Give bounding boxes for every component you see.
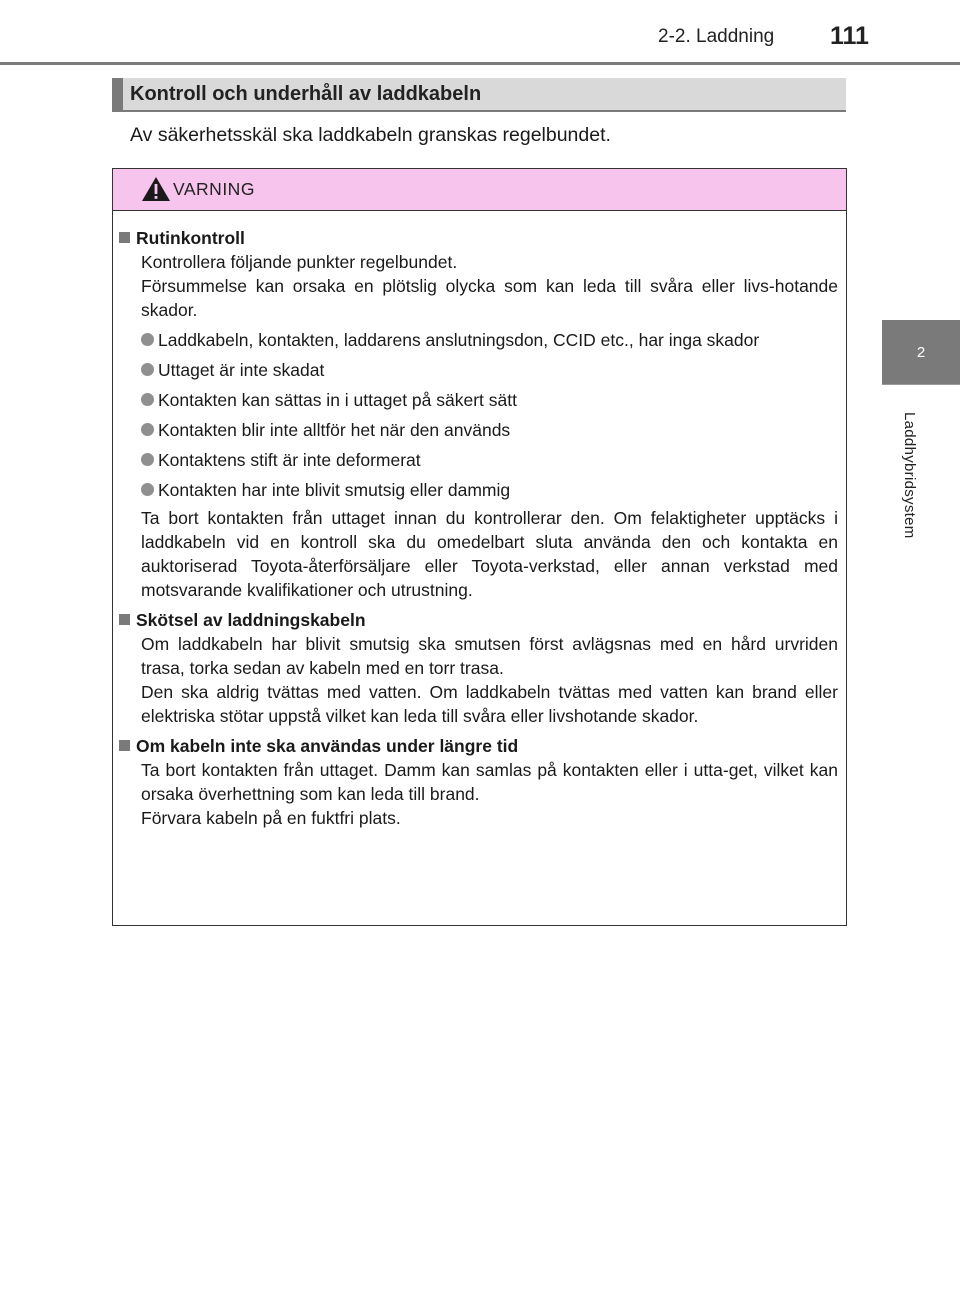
list-item-text: Kontakten kan sättas in i uttaget på säkert sätt	[158, 390, 517, 410]
section-heading	[112, 78, 846, 112]
circle-bullet-icon	[141, 333, 154, 346]
header-rule	[0, 62, 960, 65]
paragraph: Ta bort kontakten från uttaget. Damm kan samlas på kontakten eller i utta-get, vilket kan orsaka överhettning som kan leda till brand.	[141, 760, 838, 804]
side-tab-divider	[882, 384, 960, 385]
section-heading-title: Kontroll och underhåll av laddkabeln	[130, 83, 482, 105]
list-item	[141, 388, 838, 412]
list-item	[141, 418, 838, 442]
subsection-title: Skötsel av laddningskabeln	[136, 610, 366, 630]
warning-body	[113, 211, 846, 830]
paragraph: Kontrollera följande punkter regelbundet.	[141, 252, 458, 272]
side-tab-label: Laddhybridsystem	[901, 412, 918, 539]
circle-bullet-icon	[141, 483, 154, 496]
subsection-heading	[119, 608, 838, 632]
list-item-text: Uttaget är inte skadat	[158, 360, 325, 380]
paragraph: Om laddkabeln har blivit smutsig ska smutsen först avlägsnas med en hård urvriden trasa, torka sedan av kabeln med en torr trasa.	[141, 634, 838, 678]
list-item-text: Kontakten har inte blivit smutsig eller dammig	[158, 480, 511, 500]
square-bullet-icon	[119, 740, 130, 751]
subsection-title: Om kabeln inte ska användas under längre tid	[136, 736, 519, 756]
warning-triangle-icon	[141, 176, 171, 202]
list-item-text: Kontakten blir inte alltför het när den används	[158, 420, 511, 440]
list-item	[141, 358, 838, 382]
circle-bullet-icon	[141, 423, 154, 436]
square-bullet-icon	[119, 614, 130, 625]
list-item	[141, 448, 838, 472]
subsection-heading	[119, 734, 838, 758]
list-item-text: Laddkabeln, kontakten, laddarens anslutningsdon, CCID etc., har inga skador	[158, 330, 760, 350]
side-tab-number: 2	[882, 320, 960, 384]
header-section-title: 2-2. Laddning	[658, 26, 775, 47]
circle-bullet-icon	[141, 453, 154, 466]
paragraph: Förvara kabeln på en fuktfri plats.	[141, 808, 401, 828]
paragraph: Försummelse kan orsaka en plötslig olycka som kan leda till svåra eller livs-hotande skador.	[141, 276, 838, 320]
subsection-title: Rutinkontroll	[136, 228, 245, 248]
list-item	[141, 328, 838, 352]
list-item	[141, 478, 838, 502]
circle-bullet-icon	[141, 393, 154, 406]
paragraph: Den ska aldrig tvättas med vatten. Om laddkabeln tvättas med vatten kan brand eller elektriska stötar uppstå vilket kan leda till svåra eller livshotande skador.	[141, 682, 838, 726]
section-intro: Av säkerhetsskäl ska laddkabeln granskas regelbundet.	[130, 124, 611, 146]
square-bullet-icon	[119, 232, 130, 243]
paragraph: Ta bort kontakten från uttaget innan du kontrollerar den. Om felaktigheter upptäcks i laddkabeln vid en kontroll ska du omedelbart sluta använda den och kontakta en auktoriserad Toyota-återförsäljare eller Toyota-verkstad, eller annan verkstad med motsvarande kvalifikationer och utrustning.	[141, 508, 838, 600]
warning-box	[112, 168, 847, 926]
subsection-heading	[119, 226, 838, 250]
warning-label: VARNING	[173, 179, 255, 199]
circle-bullet-icon	[141, 363, 154, 376]
warning-header	[113, 169, 846, 211]
list-item-text: Kontaktens stift är inte deformerat	[158, 450, 421, 470]
heading-accent-bar	[112, 78, 123, 110]
page-number: 111	[830, 22, 869, 50]
